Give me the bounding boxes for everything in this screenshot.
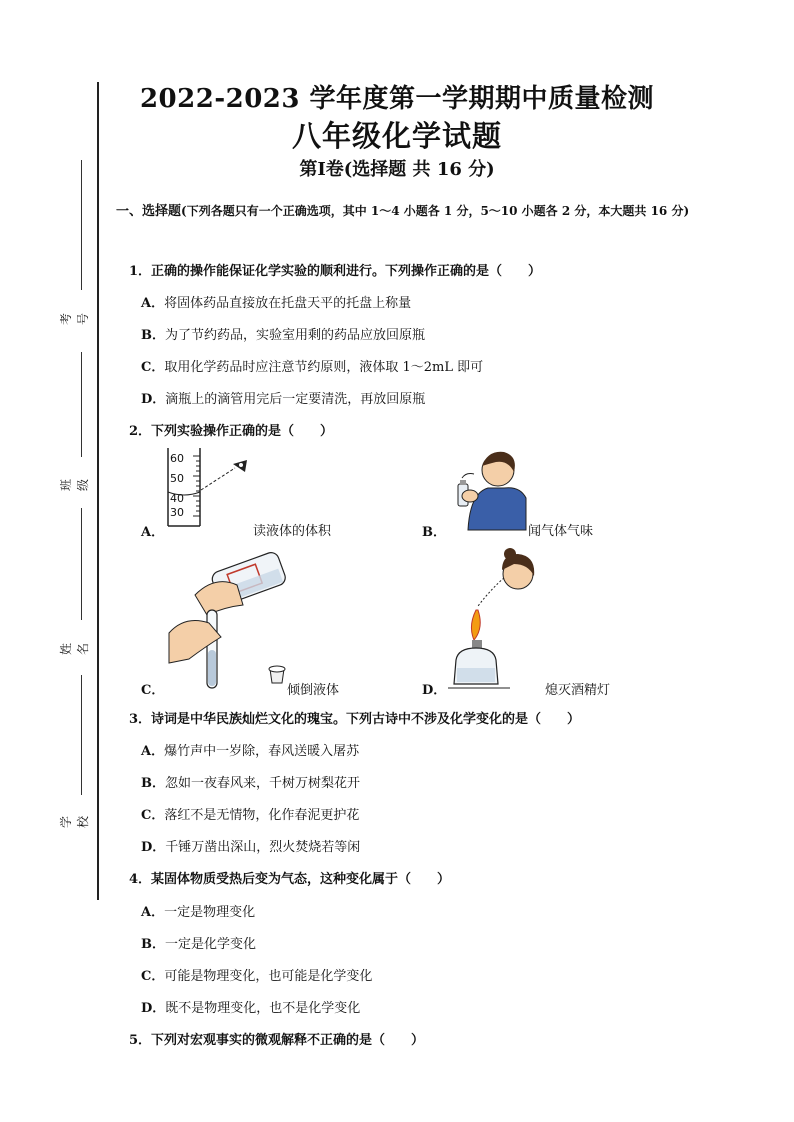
name-label: 姓名 (59, 643, 90, 656)
figure-c-pouring-liquid (165, 545, 315, 693)
option-key: D． (141, 1001, 166, 1016)
option-text: 落红不是无情物，化作春泥更护花 (164, 808, 360, 823)
figure-a-key: A． (141, 525, 165, 540)
question-4-option-d[interactable] (141, 997, 360, 1016)
figure-b-key: B． (422, 525, 446, 540)
option-text: 滴瓶上的滴管用完后一定要清洗，再放回原瓶 (165, 392, 426, 407)
option-key: B． (141, 328, 165, 343)
option-key: A． (141, 905, 165, 920)
question-3-stem: 3．诗词是中华民族灿烂文化的瑰宝。下列古诗中不涉及化学变化的是（ ） (129, 712, 581, 727)
class-label: 班级 (59, 479, 90, 492)
option-key: C． (141, 360, 165, 375)
question-5-stem: 5．下列对宏观事实的微观解释不正确的是（ ） (129, 1033, 425, 1048)
question-1-stem: 1．正确的操作能保证化学实验的顺利进行。下列操作正确的是（ ） (129, 264, 542, 279)
option-text: 为了节约药品，实验室用剩的药品应放回原瓶 (165, 328, 426, 343)
figure-a-caption: 读液体的体积 (253, 524, 332, 539)
name-fill-line[interactable] (81, 508, 82, 620)
class-fill-line[interactable] (81, 352, 82, 457)
option-text: 将固体药品直接放在托盘天平的托盘上称量 (164, 296, 412, 311)
school-label: 学校 (59, 816, 90, 829)
exam-subtitle: 八年级化学试题 (291, 119, 502, 153)
tick-label: 60 (170, 452, 184, 465)
figure-d-caption: 熄灭酒精灯 (545, 683, 611, 698)
figure-c-caption: 倾倒液体 (287, 683, 340, 698)
option-text: 取用化学药品时应注意节约原则，液体取 1～2mL 即可 (164, 360, 484, 375)
question-3-option-a[interactable] (141, 740, 359, 759)
section-note: (下列各题只有一个正确选项，其中 1～4 小题各 1 分，5～10 小题各 2 分，本大题共 16 分) (181, 204, 690, 218)
figure-c-key: C． (141, 683, 165, 698)
section-label: 一、选择题 (116, 204, 182, 219)
school-fill-line[interactable] (81, 675, 82, 795)
option-key: B． (141, 937, 165, 952)
tick-label: 50 (170, 472, 184, 485)
binding-margin-line (97, 82, 99, 900)
option-text: 既不是物理变化，也不是化学变化 (165, 1001, 361, 1016)
question-4-option-b[interactable] (141, 933, 256, 952)
question-3-option-b[interactable] (141, 772, 360, 791)
option-text: 可能是物理变化，也可能是化学变化 (164, 969, 373, 984)
question-2-stem: 2．下列实验操作正确的是（ ） (129, 424, 334, 439)
option-key: B． (141, 776, 165, 791)
question-1-option-c[interactable] (141, 356, 483, 375)
figure-d-extinguishing-lamp (448, 548, 540, 693)
question-4-stem: 4．某固体物质受热后变为气态，这种变化属于（ ） (129, 872, 451, 887)
option-key: A． (141, 744, 165, 759)
exam-title: 2022-2023 学年度第一学期期中质量检测 (139, 84, 655, 114)
cylinder-tick-labels (170, 449, 184, 523)
question-3-option-d[interactable] (141, 836, 360, 855)
exam-number-label: 考号 (59, 313, 90, 326)
option-key: C． (141, 808, 165, 823)
tick-label: 30 (170, 506, 184, 519)
question-4-option-a[interactable] (141, 901, 255, 920)
option-text: 千锤万凿出深山，烈火焚烧若等闲 (165, 840, 361, 855)
option-text: 忽如一夜春风来，千树万树梨花开 (165, 776, 361, 791)
question-4-option-c[interactable] (141, 965, 372, 984)
section-instructions (116, 195, 716, 228)
part-title: 第Ⅰ卷(选择题 共 16 分) (299, 159, 495, 180)
tick-label: 40 (170, 492, 184, 505)
option-text: 一定是物理变化 (164, 905, 256, 920)
option-key: C． (141, 969, 165, 984)
option-key: D． (141, 840, 166, 855)
option-text: 爆竹声中一岁除，春风送暖入屠苏 (164, 744, 360, 759)
question-1-option-b[interactable] (141, 324, 425, 343)
question-3-option-c[interactable] (141, 804, 359, 823)
question-1-option-d[interactable] (141, 388, 425, 407)
question-1-option-a[interactable] (141, 292, 411, 311)
option-text: 一定是化学变化 (165, 937, 257, 952)
figure-d-key: D． (422, 683, 447, 698)
figure-b-caption: 闻气体气味 (528, 524, 594, 539)
option-key: D． (141, 392, 166, 407)
option-key: A． (141, 296, 165, 311)
figure-b-smelling-gas (440, 448, 530, 533)
